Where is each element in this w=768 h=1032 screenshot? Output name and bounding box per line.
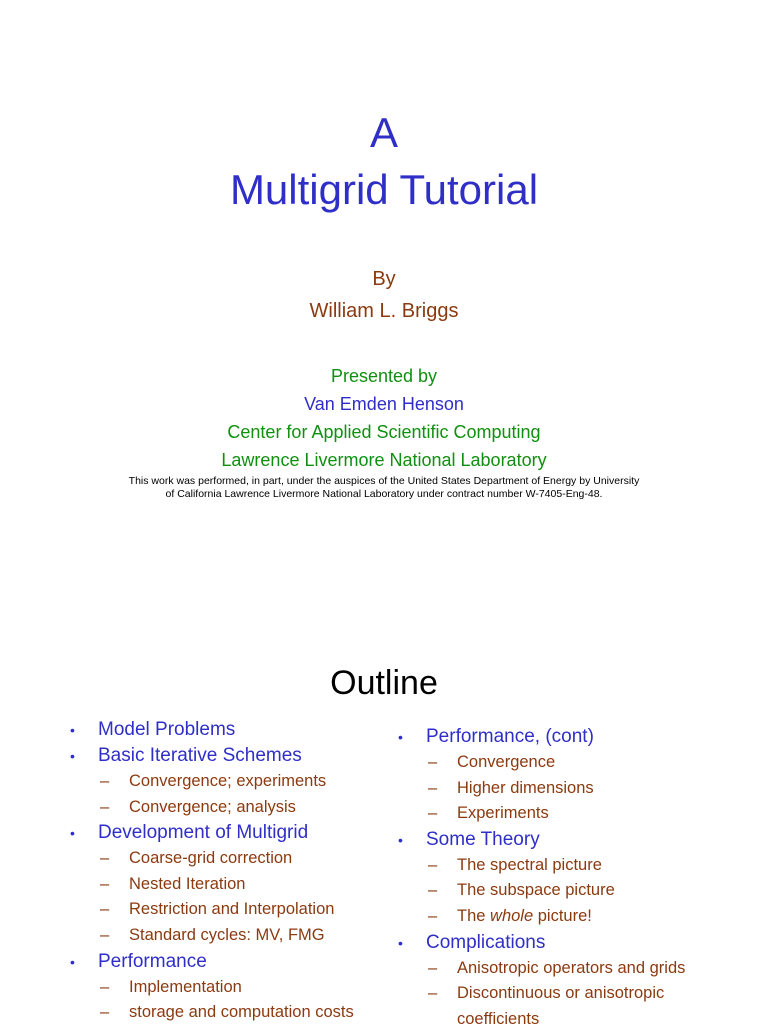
sub-list-item-label: Standard cycles: MV, FMG [129, 925, 325, 944]
bullet-icon: • [398, 934, 403, 951]
sub-list-item-label: Restriction and Interpolation [129, 900, 335, 919]
bullet-icon: • [398, 729, 403, 745]
sub-list-item [398, 750, 685, 776]
sub-list-item-label: Higher dimensions [457, 778, 594, 797]
list-item-label: Performance, (cont) [426, 726, 594, 747]
dash-icon: – [428, 778, 438, 797]
notice-line-2: of California Lawrence Livermore National Laboratory under contract number W-7405-Eng-48. [165, 488, 603, 500]
list-item [70, 717, 354, 743]
dash-icon: – [100, 977, 110, 996]
dash-icon: – [428, 855, 438, 874]
sub-list-item-label: Convergence; experiments [129, 772, 327, 790]
sub-list-item-label: Nested Iteration [129, 874, 246, 893]
dash-icon: – [428, 906, 438, 925]
sub-list-item [398, 981, 685, 1007]
sub-list-item-label: Implementation [129, 977, 242, 996]
sub-list-item-label: picture! [537, 906, 592, 925]
dash-icon: – [100, 900, 110, 919]
list-item [70, 820, 354, 846]
sub-list-item-label: The subspace picture [457, 881, 615, 900]
title-line-main: Multigrid Tutorial [229, 166, 539, 213]
sub-list-item [70, 769, 354, 795]
list-item-label: Complications [426, 931, 546, 953]
list-item-label: Development of Multigrid [98, 822, 309, 844]
sub-list-item [70, 795, 354, 821]
by-label: By [372, 268, 396, 290]
sub-list-item [398, 853, 685, 879]
dash-icon: – [100, 797, 110, 816]
sub-list-item [70, 1000, 354, 1026]
sub-list-item-label: coefficients [457, 1009, 540, 1028]
sub-list-item [70, 846, 354, 872]
dash-icon: – [428, 958, 438, 977]
sub-list-item-continuation [398, 1007, 685, 1032]
lab-name: Lawrence Livermore National Laboratory [221, 450, 547, 470]
list-item [398, 930, 685, 956]
presented-by-label: Presented by [330, 366, 438, 386]
dash-icon: – [100, 1003, 110, 1022]
list-item [70, 743, 354, 769]
sub-list-item-label: Convergence [457, 753, 556, 771]
dash-icon: – [100, 772, 110, 790]
sub-list-item-label: Convergence; analysis [129, 797, 296, 816]
outline-right-column [398, 724, 685, 1032]
list-item [70, 949, 354, 975]
sub-list-item-label: The [457, 906, 486, 925]
author-name: William L. Briggs [309, 300, 459, 322]
sub-list-item [70, 897, 354, 923]
dash-icon: – [428, 984, 438, 1003]
sub-list-item [70, 975, 354, 1001]
sub-list-item [398, 904, 685, 930]
dash-icon: – [428, 881, 438, 900]
list-item-label: Some Theory [426, 828, 540, 850]
bullet-icon: • [70, 953, 75, 970]
sub-list-item [398, 776, 685, 802]
bullet-icon: • [70, 722, 75, 738]
bullet-icon: • [70, 748, 75, 764]
sub-list-item-label: Experiments [457, 804, 549, 823]
sub-list-item-label: Discontinuous or anisotropic [457, 984, 665, 1003]
sub-list-item [398, 956, 685, 982]
bullet-icon: • [398, 831, 403, 848]
list-item-label: Model Problems [98, 719, 236, 740]
sub-list-item-label: storage and computation costs [129, 1003, 354, 1022]
dash-icon: – [428, 753, 438, 771]
list-item [398, 827, 685, 853]
bullet-icon: • [70, 825, 75, 842]
presenter-name: Van Emden Henson [304, 394, 464, 414]
title-line-a: A [369, 109, 398, 156]
dash-icon: – [428, 804, 438, 823]
sub-list-item [70, 923, 354, 949]
list-item-label: Performance [98, 950, 207, 972]
dash-icon: – [100, 849, 110, 868]
center-name: Center for Applied Scientific Computing [227, 422, 541, 442]
sub-list-item-label: Coarse-grid correction [129, 849, 293, 868]
sub-list-item-label: The spectral picture [457, 855, 602, 874]
sub-list-item [398, 801, 685, 827]
sub-list-item [398, 878, 685, 904]
notice-line-1: This work was performed, in part, under the auspices of the United States Department of Energy by University [128, 475, 640, 487]
dash-icon: – [100, 925, 110, 944]
list-item [398, 724, 685, 750]
outline-left-column [70, 717, 354, 1026]
sub-list-item [70, 872, 354, 898]
list-item-label: Basic Iterative Schemes [98, 745, 302, 766]
dash-icon: – [100, 874, 110, 893]
outline-title: Outline [330, 664, 438, 702]
sub-list-item-label: Anisotropic operators and grids [457, 958, 686, 977]
emphasis-text: whole [490, 906, 534, 925]
